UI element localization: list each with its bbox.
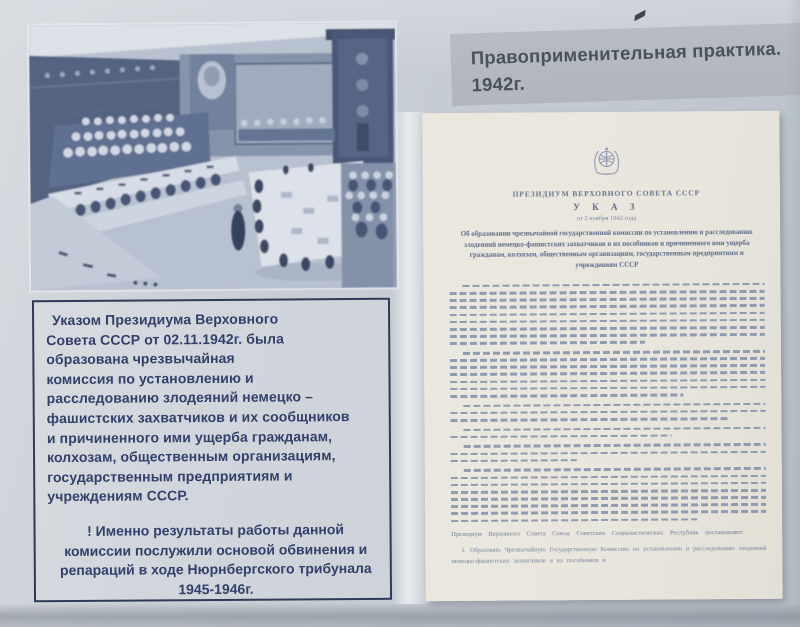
slide-title: Правоприменительная практика. [470, 37, 782, 69]
decree-paragraph [450, 402, 765, 421]
decree-document-content [422, 111, 782, 601]
decree-title: Об образовании чрезвычайной государственной комиссии по установлению и расследованию злодеяний немецко-фашистских захватчиков и их пособников и причиненного ими ущерба гражданам, колхозам, общественным организациям, государственным предприятиям и учреждениям СССР [460, 228, 753, 270]
ussr-coat-of-arms-icon [590, 146, 622, 180]
commission-info-box [32, 298, 392, 602]
decree-paragraph [450, 350, 765, 398]
nuremberg-courtroom-photo [29, 22, 397, 290]
decree-paragraph [451, 443, 766, 462]
decree-body-text [449, 283, 766, 523]
slide-title-band [450, 23, 800, 106]
decree-issuer: ПРЕЗИДИУМ ВЕРХОВНОГО СОВЕТА СССР [512, 188, 701, 199]
pen-mark-icon [634, 10, 645, 21]
info-paragraph-decree: Указом Президиума Верховного Совета СССР от 02.11.1942г. была образована чрезвычайная комиссия по установлению и расследованию злодеяний немецко – фашистских захватчиков и их сообщников и причиненного ими ущерба гражданам, колхозам, общественным организациям, государственным предприятиям и учреждениям СССР. [46, 310, 350, 505]
decree-paragraph [451, 467, 766, 522]
decree-type: У К А З [573, 201, 640, 213]
bottom-shadow [0, 603, 800, 627]
right-edge-shadow [786, 0, 800, 627]
decree-date: от 2 ноября 1942 года [576, 214, 637, 223]
slide-title-year: 1942г. [471, 72, 526, 96]
decree-resolution-item: 1. Образовать Чрезвычайную Государственную Комиссию по установлению и расследованию злодеяний немецко-фашистских захватчиков и их пособников и [451, 544, 767, 566]
courtroom-scene-illustration [29, 22, 397, 290]
decree-resolution-intro: Президиум Верховного Совета Союза Советских Социалистических Республик постановляет: [451, 529, 744, 539]
decree-paragraph [449, 283, 764, 345]
decree-paragraph [451, 426, 766, 438]
decree-document [422, 111, 782, 601]
info-paragraph-tribunal: ! Именно результаты работы данной комиссии послужили основой обвинения и репараций в ходе Нюрнбергского трибунала 1945-1946г. [59, 521, 372, 597]
